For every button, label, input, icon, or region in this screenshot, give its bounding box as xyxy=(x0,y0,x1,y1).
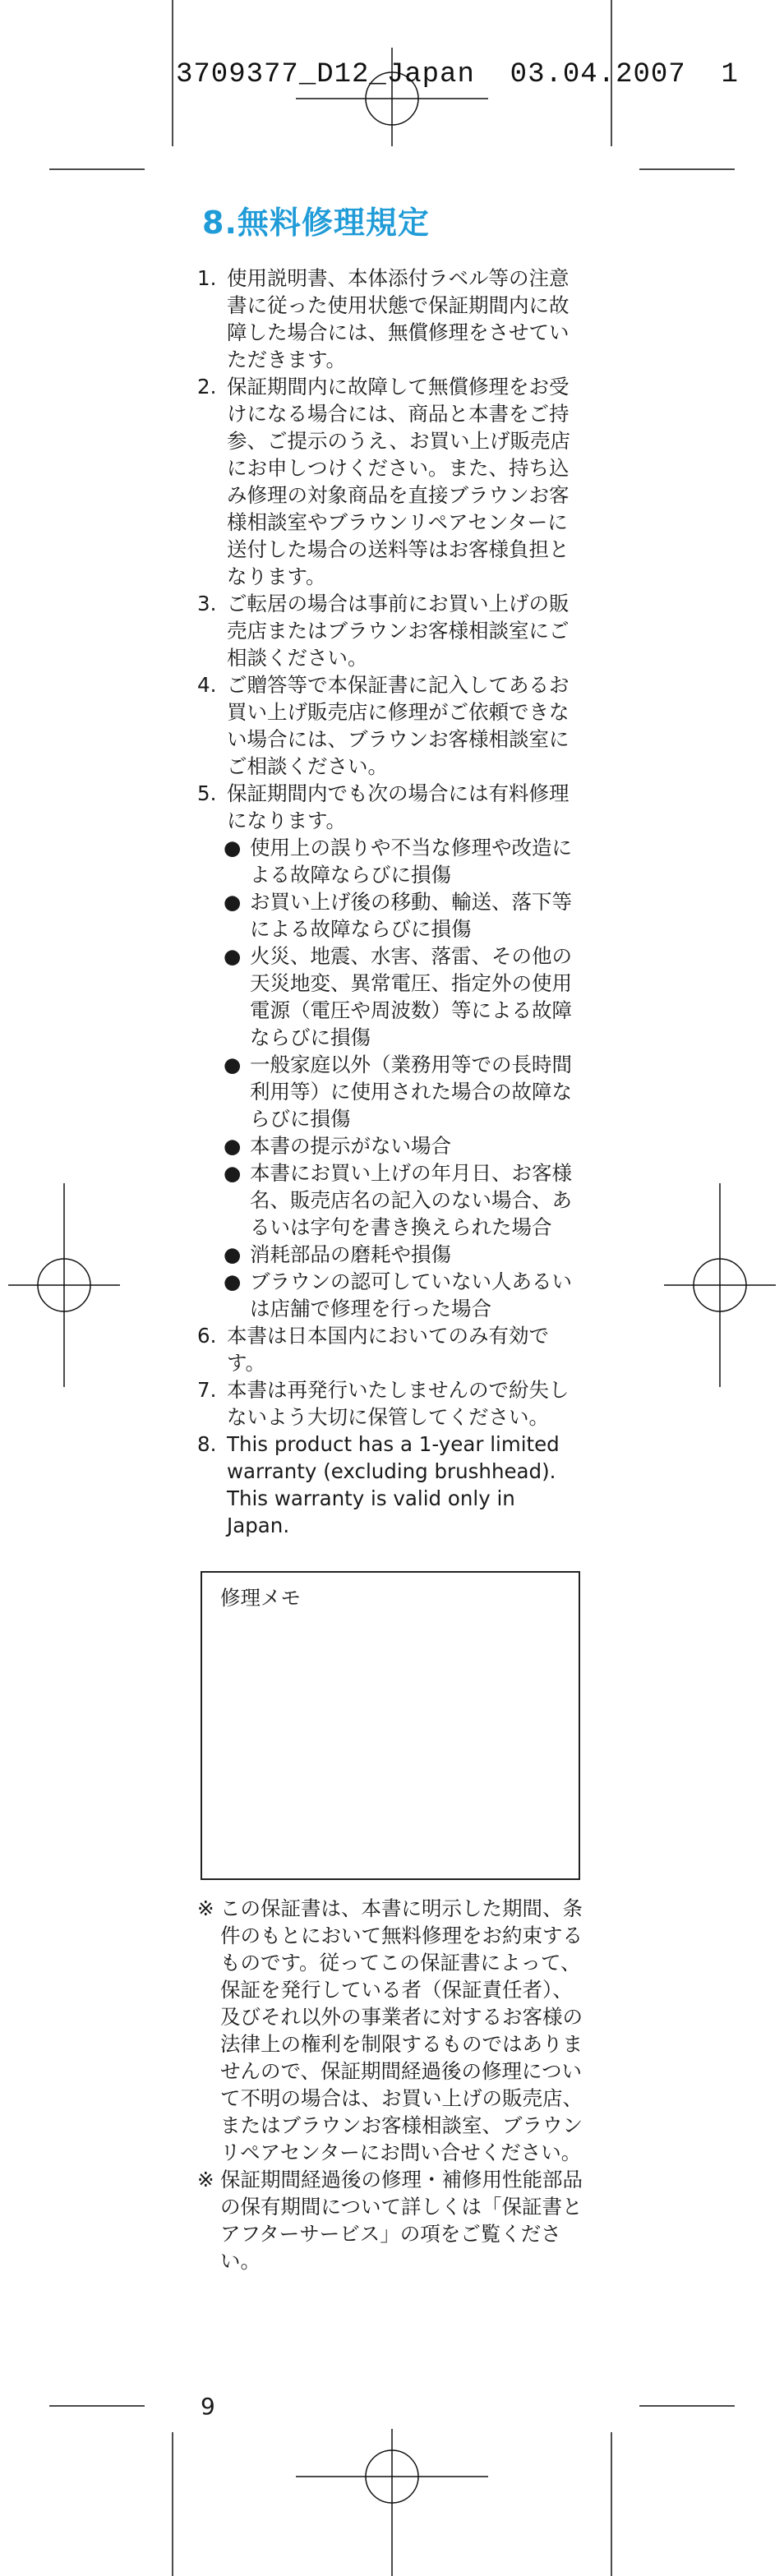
term-item: 4. ご贈答等で本保証書に記入してあるお買い上げ販売店に修理がご依頼できない場合には、ブラウンお客様相談室にご相談ください。 xyxy=(197,673,570,778)
term-text: 本書は再発行いたしませんので紛失しないよう大切に保管してください。 xyxy=(227,1378,570,1429)
bullet-icon: ● xyxy=(224,1134,242,1158)
bullet-icon: ● xyxy=(224,836,242,859)
exclusion-item: ● お買い上げ後の移動、輸送、落下等による故障ならびに損傷 xyxy=(224,890,572,941)
warranty-notes xyxy=(197,1895,583,2274)
term-item: 1. 使用説明書、本体添付ラベル等の注意書に従った使用状態で保証期間内に故障した場合には、無償修理をさせていただきます。 xyxy=(197,266,570,371)
exclusion-item: ● 本書の提示がない場合 xyxy=(224,1134,451,1158)
print-slug: 3709377_D12_Japan 03.04.2007 1 xyxy=(176,59,739,90)
reference-mark-icon: ※ xyxy=(197,2168,214,2191)
section-title: 8.無料修理規定 xyxy=(202,205,430,241)
note-item: ※ この保証書は、本書に明示した期間、条件のもとにおいて無料修理をお約束するものです。従ってこの保証書によって、保証を発行している者（保証責任者）、及びそれ以外の事業者に対するお客様の法律上の権利を制限するものではありませんので、保証期間経過後の修理について不明の場合は、お買い上げの販売店、またはブラウンお客様相談室、ブラウンリペアセンターにお問い合せください。 xyxy=(197,1896,583,2164)
page-number: 9 xyxy=(201,2393,215,2420)
exclusion-item: ● 一般家庭以外（業務用等での長時間利用等）に使用された場合の故障ならびに損傷 xyxy=(224,1053,572,1131)
exclusion-item: ● 消耗部品の磨耗や損傷 xyxy=(224,1242,451,1266)
bullet-icon: ● xyxy=(224,1053,242,1076)
term-item: 6. 本書は日本国内においてのみ有効です。 xyxy=(197,1324,549,1375)
repair-terms xyxy=(197,265,583,1539)
term-text: This product has a 1-year limited warranty (excluding brushhead). This warranty is valid only in Japan. xyxy=(227,1432,560,1537)
term-text: 本書は日本国内においてのみ有効です。 xyxy=(227,1324,549,1375)
term-text: ご転居の場合は事前にお買い上げの販売店またはブラウンお客様相談室にご相談ください。 xyxy=(227,592,570,670)
bullet-icon: ● xyxy=(224,1161,242,1185)
exclusion-item: ● 火災、地震、水害、落雷、その他の天災地変、異常電圧、指定外の使用電源（電圧や周波数）等による故障ならびに損傷 xyxy=(224,944,572,1049)
exclusion-item: ● 使用上の誤りや不当な修理や改造による故障ならびに損傷 xyxy=(224,836,572,887)
term-item: 8. This product has a 1-year limited warranty (excluding brushhead). This warranty is valid only in Japan. xyxy=(197,1432,560,1537)
term-item: 3. ご転居の場合は事前にお買い上げの販売店またはブラウンお客様相談室にご相談ください。 xyxy=(197,592,570,670)
reference-mark-icon: ※ xyxy=(197,1896,214,1920)
exclusion-item: ● 本書にお買い上げの年月日、お客様名、販売店名の記入のない場合、あるいは字句を書き換えられた場合 xyxy=(224,1161,572,1239)
bullet-icon: ● xyxy=(224,944,242,968)
term-text: 使用説明書、本体添付ラベル等の注意書に従った使用状態で保証期間内に故障した場合には、無償修理をさせていただきます。 xyxy=(227,266,570,371)
bullet-icon: ● xyxy=(224,890,242,914)
bullet-icon: ● xyxy=(224,1242,242,1266)
memo-label: 修理メモ xyxy=(220,1586,301,1610)
bullet-icon: ● xyxy=(224,1270,242,1293)
term-item: 2. 保証期間内に故障して無償修理をお受けになる場合には、商品と本書をご持参、ご提示のうえ、お買い上げ販売店にお申しつけください。また、持ち込み修理の対象商品を直接ブラウンお客様相談室やブラウンリペアセンターに送付した場合の送料等はお客様負担となります。 xyxy=(197,375,570,588)
term-text: ご贈答等で本保証書に記入してあるお買い上げ販売店に修理がご依頼できない場合には、ブラウンお客様相談室にご相談ください。 xyxy=(227,673,570,778)
term-text: 保証期間内でも次の場合には有料修理になります。 xyxy=(227,781,570,832)
term-item: 7. 本書は再発行いたしませんので紛失しないよう大切に保管してください。 xyxy=(197,1378,570,1429)
repair-memo-box xyxy=(201,1571,580,1880)
term-item: 5. 保証期間内でも次の場合には有料修理になります。 xyxy=(197,781,570,832)
note-item: ※ 保証期間経過後の修理・補修用性能部品の保有期間について詳しくは「保証書とアフターサービス」の項をご覧ください。 xyxy=(197,2168,583,2273)
exclusion-item: ● ブラウンの認可していない人あるいは店舗で修理を行った場合 xyxy=(224,1270,572,1320)
term-text: 保証期間内に故障して無償修理をお受けになる場合には、商品と本書をご持参、ご提示のうえ、お買い上げ販売店にお申しつけください。また、持ち込み修理の対象商品を直接ブラウンお客様相談室やブラウンリペアセンターに送付した場合の送料等はお客様負担となります。 xyxy=(227,375,570,588)
